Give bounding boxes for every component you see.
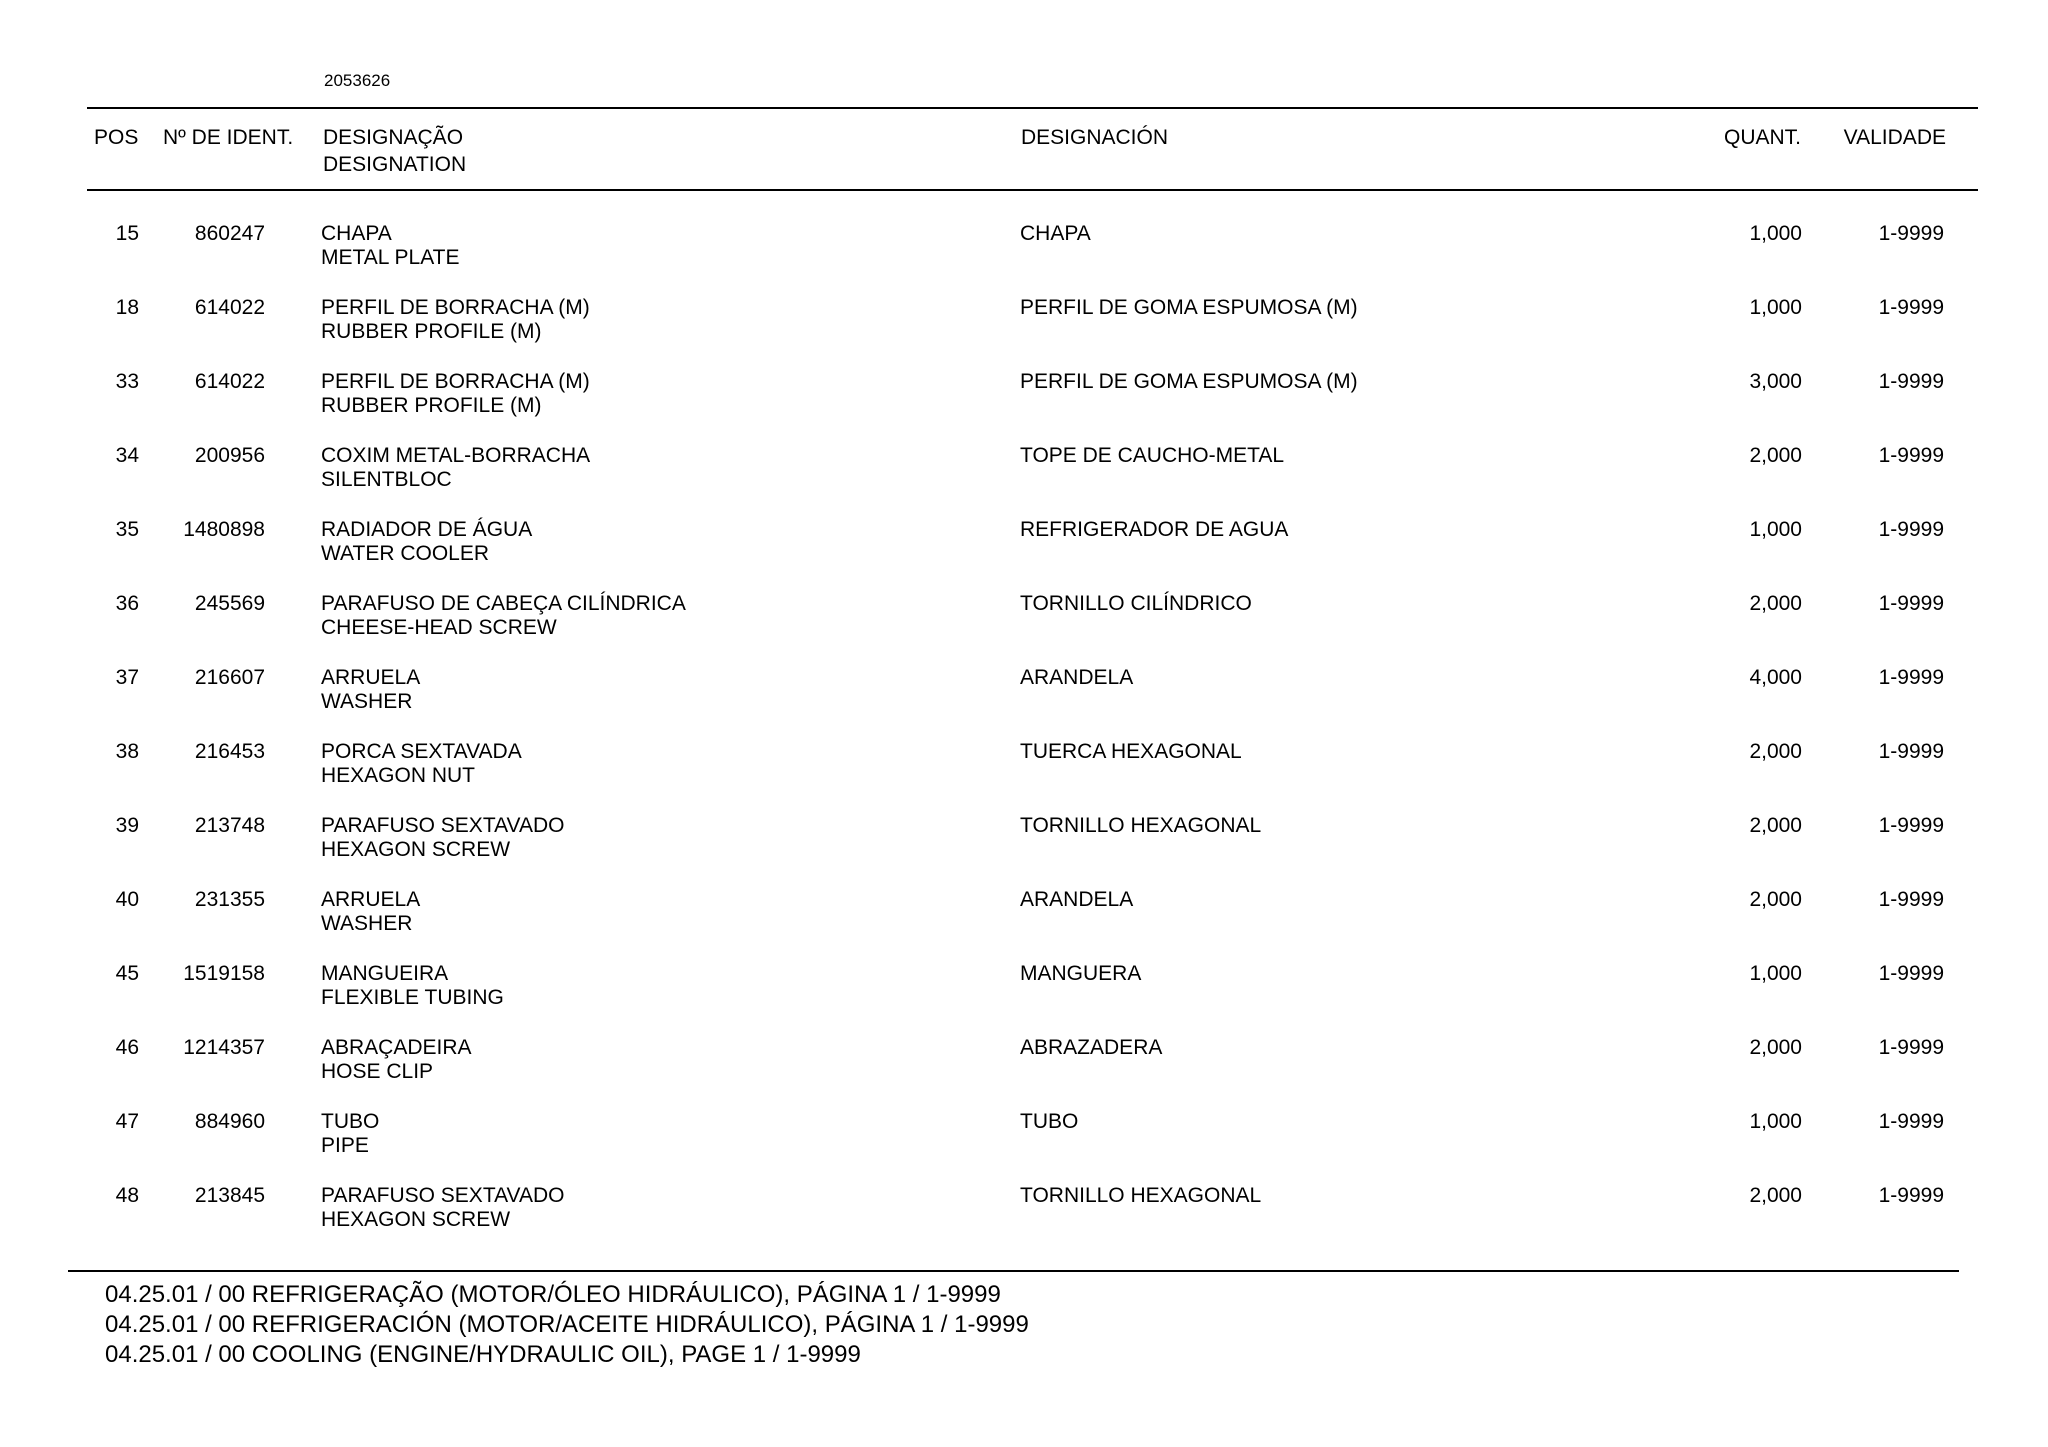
row-pos: 15 [115, 222, 139, 245]
table-row [0, 222, 2048, 296]
row-ident: 213748 [194, 814, 265, 837]
row-validity: 1-9999 [1878, 1110, 1944, 1133]
footer-line-es: 04.25.01 / 00 REFRIGERACIÓN (MOTOR/ACEITE HIDRÁULICO), PÁGINA 1 / 1-9999 [105, 1311, 1029, 1338]
table-row [0, 370, 2048, 444]
document-number: 2053626 [324, 71, 391, 90]
row-designation: PIPE [321, 1134, 369, 1157]
row-validity: 1-9999 [1878, 666, 1944, 689]
row-quantity: 2,000 [1749, 444, 1802, 467]
row-validity: 1-9999 [1878, 962, 1944, 985]
row-designacao: PERFIL DE BORRACHA (M) [321, 370, 590, 393]
row-pos: 46 [115, 1036, 139, 1059]
row-quantity: 1,000 [1749, 222, 1802, 245]
table-row [0, 592, 2048, 666]
header-designation-pt-en [323, 124, 466, 178]
row-designacao: ARRUELA [321, 888, 421, 911]
footer-line-pt: 04.25.01 / 00 REFRIGERAÇÃO (MOTOR/ÓLEO HIDRÁULICO), PÁGINA 1 / 1-9999 [105, 1281, 1001, 1308]
row-ident: 614022 [194, 370, 265, 393]
row-ident: 216453 [194, 740, 265, 763]
row-pos: 37 [115, 666, 139, 689]
row-validity: 1-9999 [1878, 814, 1944, 837]
row-designacion: REFRIGERADOR DE AGUA [1020, 518, 1289, 541]
row-quantity: 2,000 [1749, 592, 1802, 615]
row-designation: METAL PLATE [321, 246, 460, 269]
table-row [0, 1036, 2048, 1110]
row-ident: 1214357 [183, 1036, 265, 1059]
header-designacao: DESIGNAÇÃO [323, 126, 464, 149]
table-row [0, 1110, 2048, 1184]
row-designacao: PARAFUSO SEXTAVADO [321, 1184, 565, 1207]
row-ident: 614022 [194, 296, 265, 319]
table-row [0, 962, 2048, 1036]
row-pos: 18 [115, 296, 139, 319]
row-validity: 1-9999 [1878, 1036, 1944, 1059]
row-designacao: RADIADOR DE ÁGUA [321, 518, 533, 541]
row-ident: 1519158 [183, 962, 265, 985]
row-designation: RUBBER PROFILE (M) [321, 320, 542, 343]
row-designacion: PERFIL DE GOMA ESPUMOSA (M) [1020, 296, 1358, 319]
row-designation: HEXAGON SCREW [321, 1208, 511, 1231]
row-designation: FLEXIBLE TUBING [321, 986, 504, 1009]
row-ident: 216607 [194, 666, 265, 689]
row-designation: SILENTBLOC [321, 468, 452, 491]
row-designacao: ARRUELA [321, 666, 421, 689]
row-validity: 1-9999 [1878, 592, 1944, 615]
row-designation: HEXAGON NUT [321, 764, 476, 787]
row-quantity: 2,000 [1749, 1184, 1802, 1207]
row-designation: HOSE CLIP [321, 1060, 434, 1083]
row-designacao: ABRAÇADEIRA [321, 1036, 472, 1059]
table-row [0, 666, 2048, 740]
row-designation: CHEESE-HEAD SCREW [321, 616, 557, 639]
footer-rule [68, 1270, 1959, 1272]
row-designacao: PORCA SEXTAVADA [321, 740, 522, 763]
row-pos: 45 [115, 962, 139, 985]
table-row [0, 518, 2048, 592]
row-designacao: TUBO [321, 1110, 380, 1133]
row-designacion: ARANDELA [1020, 666, 1134, 689]
row-validity: 1-9999 [1878, 740, 1944, 763]
row-designation: HEXAGON SCREW [321, 838, 511, 861]
row-designation: RUBBER PROFILE (M) [321, 394, 542, 417]
row-pos: 47 [115, 1110, 139, 1133]
row-pos: 40 [115, 888, 139, 911]
row-validity: 1-9999 [1878, 222, 1944, 245]
parts-table [0, 222, 2048, 1258]
top-rule [87, 107, 1978, 109]
row-validity: 1-9999 [1878, 888, 1944, 911]
row-validity: 1-9999 [1878, 1184, 1944, 1207]
row-quantity: 1,000 [1749, 1110, 1802, 1133]
header-validade: VALIDADE [1843, 126, 1946, 149]
row-quantity: 2,000 [1749, 814, 1802, 837]
table-row [0, 888, 2048, 962]
header-quant: QUANT. [1723, 126, 1801, 149]
header-ident: Nº DE IDENT. [163, 126, 294, 149]
row-ident: 1480898 [183, 518, 265, 541]
row-designacion: TORNILLO HEXAGONAL [1020, 814, 1262, 837]
table-row [0, 444, 2048, 518]
row-quantity: 1,000 [1749, 296, 1802, 319]
row-designacion: ABRAZADERA [1020, 1036, 1163, 1059]
table-row [0, 814, 2048, 888]
row-pos: 35 [115, 518, 139, 541]
row-designacion: TORNILLO HEXAGONAL [1020, 1184, 1262, 1207]
row-ident: 231355 [194, 888, 265, 911]
row-quantity: 1,000 [1749, 962, 1802, 985]
table-row [0, 296, 2048, 370]
row-ident: 245569 [194, 592, 265, 615]
footer [105, 1280, 1029, 1370]
row-pos: 33 [115, 370, 139, 393]
header-designation: DESIGNATION [323, 153, 467, 176]
row-designacao: MANGUEIRA [321, 962, 449, 985]
header-designacion: DESIGNACIÓN [1021, 126, 1169, 149]
footer-line-en: 04.25.01 / 00 COOLING (ENGINE/HYDRAULIC OIL), PAGE 1 / 1-9999 [105, 1341, 861, 1368]
row-quantity: 2,000 [1749, 1036, 1802, 1059]
row-designacion: TORNILLO CILÍNDRICO [1020, 592, 1252, 615]
row-designacion: TUBO [1020, 1110, 1079, 1133]
row-quantity: 2,000 [1749, 888, 1802, 911]
row-pos: 39 [115, 814, 139, 837]
row-designacao: PERFIL DE BORRACHA (M) [321, 296, 590, 319]
row-ident: 860247 [194, 222, 265, 245]
table-row [0, 1184, 2048, 1258]
row-designacion: CHAPA [1020, 222, 1091, 245]
row-designation: WASHER [321, 912, 413, 935]
row-quantity: 4,000 [1749, 666, 1802, 689]
row-designacion: TUERCA HEXAGONAL [1020, 740, 1242, 763]
row-designacion: MANGUERA [1020, 962, 1142, 985]
row-validity: 1-9999 [1878, 296, 1944, 319]
row-quantity: 3,000 [1749, 370, 1802, 393]
row-quantity: 1,000 [1749, 518, 1802, 541]
row-validity: 1-9999 [1878, 518, 1944, 541]
row-quantity: 2,000 [1749, 740, 1802, 763]
row-designacao: PARAFUSO DE CABEÇA CILÍNDRICA [321, 592, 686, 615]
table-row [0, 740, 2048, 814]
row-designation: WASHER [321, 690, 413, 713]
row-designacion: ARANDELA [1020, 888, 1134, 911]
row-ident: 200956 [194, 444, 265, 467]
row-designation: WATER COOLER [321, 542, 490, 565]
row-designacao: PARAFUSO SEXTAVADO [321, 814, 565, 837]
row-validity: 1-9999 [1878, 370, 1944, 393]
row-pos: 48 [115, 1184, 139, 1207]
row-designacao: COXIM METAL-BORRACHA [321, 444, 591, 467]
row-pos: 34 [115, 444, 139, 467]
row-ident: 884960 [194, 1110, 265, 1133]
row-pos: 38 [115, 740, 139, 763]
header-rule [87, 189, 1978, 191]
row-validity: 1-9999 [1878, 444, 1944, 467]
header-pos: POS [94, 126, 139, 149]
row-pos: 36 [115, 592, 139, 615]
row-designacion: TOPE DE CAUCHO-METAL [1020, 444, 1285, 467]
row-ident: 213845 [194, 1184, 265, 1207]
row-designacao: CHAPA [321, 222, 392, 245]
row-designacion: PERFIL DE GOMA ESPUMOSA (M) [1020, 370, 1358, 393]
